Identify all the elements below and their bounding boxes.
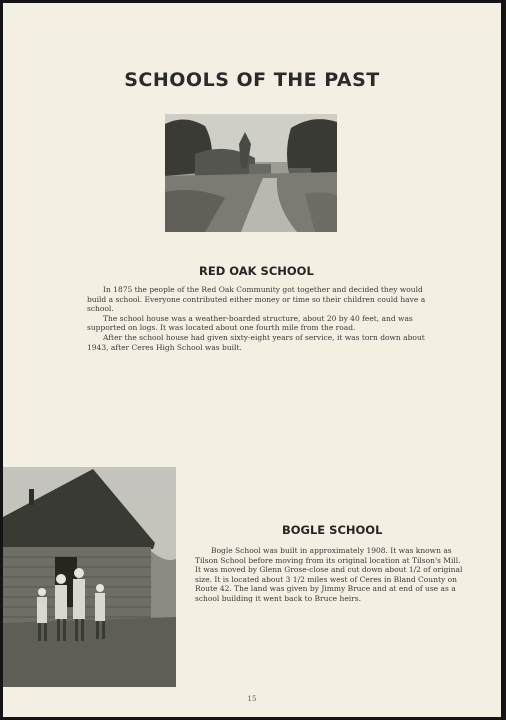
page-number: 15 bbox=[247, 695, 257, 703]
page-title: SCHOOLS OF THE PAST bbox=[124, 69, 380, 91]
red-oak-school-text bbox=[87, 285, 427, 352]
bogle-school-text bbox=[195, 546, 465, 604]
red-oak-school-heading: RED OAK SCHOOL bbox=[199, 264, 314, 278]
paragraph: In 1875 the people of the Red Oak Community got together and decided they would build a school. Everyone contributed either money or time so their children could have a school. bbox=[87, 285, 426, 314]
bogle-school-heading: BOGLE SCHOOL bbox=[282, 523, 383, 537]
bogle-school-photo bbox=[3, 467, 176, 687]
red-oak-school-photo bbox=[165, 114, 337, 232]
document-page bbox=[3, 3, 501, 717]
paragraph: Bogle School was built in approximately 1908. It was known as Tilson School before moving from its original location at Tilson's Mill. It was moved by Glenn Grose-close and cut down about 1/2 of original size. It is located about 3 1/2 miles west of Ceres in Bland County on Route 42. The land was given by Jimmy Bruce and at end of use as a school building it went back to Bruce heirs. bbox=[195, 546, 463, 603]
paragraph: The school house was a weather-boarded structure, about 20 by 40 feet, and was supported on logs. It was located about one fourth mile from the road. bbox=[87, 313, 413, 333]
paragraph: After the school house had given sixty-eight years of service, it was torn down about 1943, after Ceres High School was built. bbox=[87, 332, 425, 352]
